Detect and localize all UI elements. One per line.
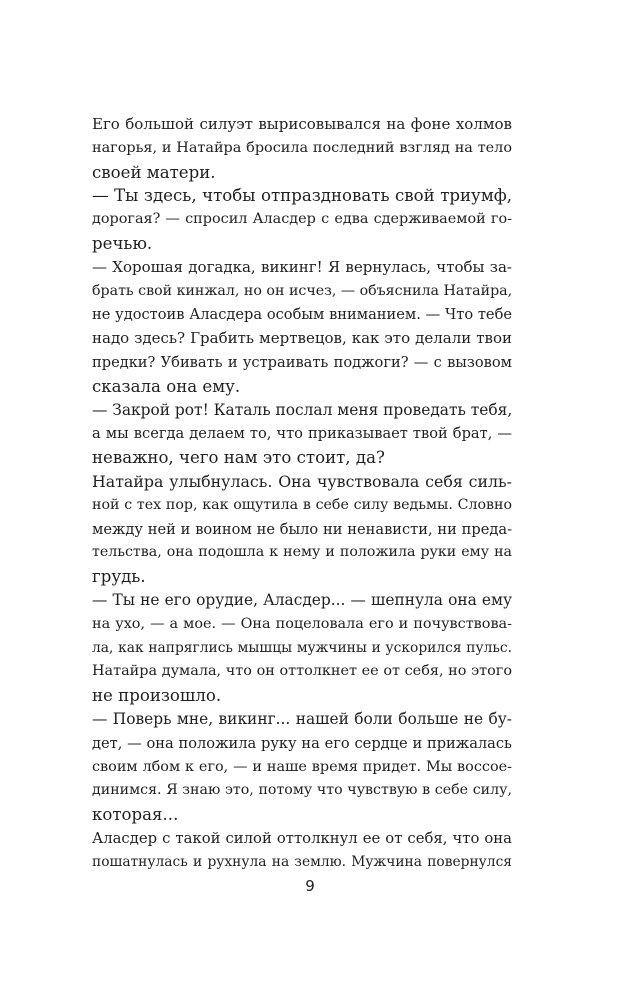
- text-line: своим лбом к его, — и наше время придет. Мы воссое-: [92, 758, 512, 775]
- text-line: дет, — она положила руку на его сердце и прижалась: [92, 734, 512, 752]
- text-line: Аласдер с такой силой оттолкнул ее от себя, что она: [92, 829, 512, 847]
- text-line: надо здесь? Грабить мертвецов, как это делали твои: [92, 329, 512, 348]
- text-line: предки? Убивать и устраивать поджоги? — с вызовом: [92, 353, 512, 371]
- body-text: [92, 113, 512, 875]
- text-line: Натайра думала, что он оттолкнет ее от себя, но этого: [92, 663, 512, 680]
- text-line: не удостоив Аласдера особым вниманием. — Что тебе: [92, 306, 512, 324]
- text-line: тельства, она подошла к нему и положила руки ему на: [92, 544, 512, 561]
- text-line: брать свой кинжал, но он исчез, — объяснила Натайра,: [92, 282, 513, 299]
- text-line: ной с тех пор, как ощутила в себе силу ведьмы. Словно: [92, 496, 512, 513]
- text-line: не произошло.: [92, 686, 222, 706]
- text-line: дорогая? — спросил Аласдер с едва сдерживаемой го-: [92, 211, 512, 228]
- text-line: ла, как напряглись мышцы мужчины и ускорился пульс.: [92, 639, 512, 656]
- text-line: — Закрой рот! Каталь послал меня проведать тебя,: [92, 400, 513, 419]
- text-line: между ней и воином не было ни ненависти, ни преда-: [92, 520, 512, 538]
- text-line: — Ты не его орудие, Аласдер... — шепнула она ему: [92, 590, 512, 609]
- text-line: на ухо, — а мое. — Она поцеловала его и почувствова-: [92, 615, 512, 632]
- text-line: Его большой силуэт вырисовывался на фоне холмов: [92, 115, 512, 133]
- text-line: сказала она ему.: [92, 376, 241, 396]
- text-line: нагорья, и Натайра бросила последний взгляд на тело: [92, 139, 512, 156]
- text-line: неважно, чего нам это стоит, да?: [92, 448, 385, 468]
- text-line: — Хорошая догадка, викинг! Я вернулась, чтобы за-: [92, 257, 512, 276]
- text-line: речью.: [92, 233, 153, 253]
- page-number: 9: [305, 877, 315, 895]
- text-line: а мы всегда делаем то, что приказывает твой брат, —: [92, 425, 512, 443]
- text-line: своей матери.: [92, 162, 216, 182]
- text-line: пошатнулась и рухнула на землю. Мужчина повернулся: [92, 853, 512, 870]
- text-line: динимся. Я знаю это, потому что чувствую в себе силу,: [92, 782, 512, 799]
- text-line: Натайра улыбнулась. Она чувствовала себя силь-: [92, 471, 512, 491]
- text-line: которая...: [92, 805, 179, 825]
- text-line: — Ты здесь, чтобы отпраздновать свой триумф,: [92, 186, 512, 206]
- text-line: — Поверь мне, викинг... нашей боли больше не бу-: [92, 709, 512, 728]
- text-line: грудь.: [92, 567, 146, 587]
